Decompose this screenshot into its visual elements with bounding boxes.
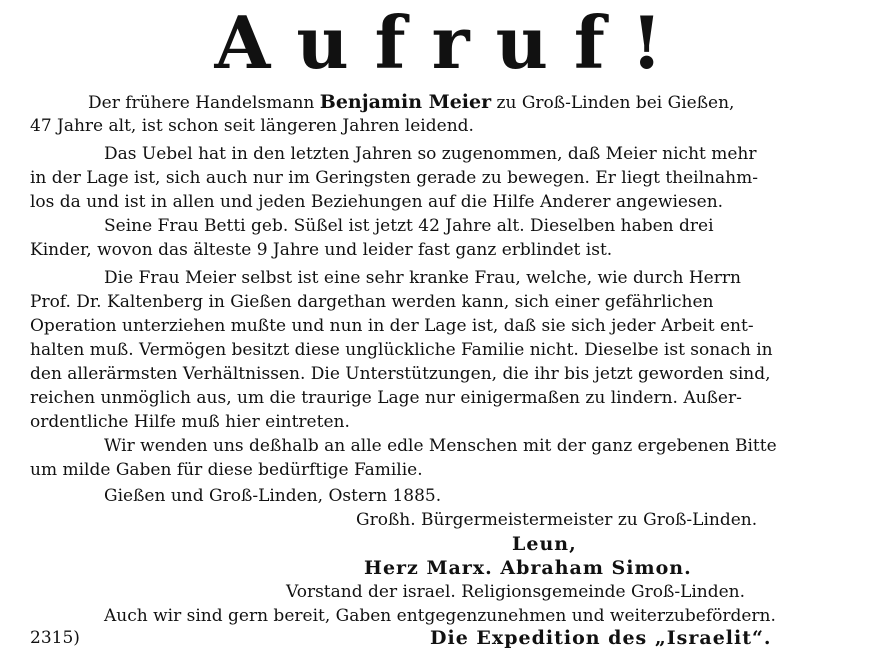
text-line: 47 Jahre alt, ist schon seit längeren Jahren leidend.: [30, 116, 474, 136]
person-name: Benjamin Meier: [319, 91, 492, 113]
text-line: halten muß. Vermögen besitzt diese unglückliche Familie nicht. Dieselbe ist sonach in: [30, 340, 773, 360]
text-segment: zu Groß-Linden bei Gießen,: [491, 93, 735, 113]
text-line: los da und ist in allen und jeden Beziehungen auf die Hilfe Anderer angewiesen.: [30, 192, 724, 212]
expedition-signature: Die Expedition des „Israelit“.: [430, 627, 772, 649]
community-board: Vorstand der israel. Religionsgemeinde Groß-Linden.: [286, 582, 746, 602]
notice-title: Aufruf!: [214, 0, 689, 85]
donation-note: Auch wir sind gern bereit, Gaben entgegenzunehmen und weiterzubefördern.: [104, 606, 776, 626]
reference-number: 2315): [30, 628, 80, 648]
signatory-names: Herz Marx. Abraham Simon.: [364, 557, 692, 579]
text-line: Das Uebel hat in den letzten Jahren so zugenommen, daß Meier nicht mehr: [104, 144, 757, 164]
text-line: Prof. Dr. Kaltenberg in Gießen dargethan werden kann, sich einer gefährlichen: [30, 292, 714, 312]
text-line: Wir wenden uns deßhalb an alle edle Menschen mit der ganz ergebenen Bitte: [104, 436, 777, 456]
text-line: ordentliche Hilfe muß hier eintreten.: [30, 412, 350, 432]
text-line: Kinder, wovon das älteste 9 Jahre und leider fast ganz erblindet ist.: [30, 240, 613, 260]
text-line: in der Lage ist, sich auch nur im Geringsten gerade zu bewegen. Er liegt theilnahm-: [30, 168, 758, 188]
text-line: [0, 90, 877, 114]
signatory-name: Leun,: [512, 533, 577, 555]
text-line: Operation unterziehen mußte und nun in der Lage ist, daß sie sich jeder Arbeit ent-: [30, 316, 754, 336]
text-line: reichen unmöglich aus, um die traurige Lage nur einigermaßen zu lindern. Außer-: [30, 388, 742, 408]
text-line: um milde Gaben für diese bedürftige Familie.: [30, 460, 423, 480]
text-line: den allerärmsten Verhältnissen. Die Unterstützungen, die ihr bis jetzt geworden sind,: [30, 364, 771, 384]
place-date: Gießen und Groß-Linden, Ostern 1885.: [104, 486, 442, 506]
text-line: Seine Frau Betti geb. Süßel ist jetzt 42 Jahre alt. Dieselben haben drei: [104, 216, 714, 236]
text-line: Die Frau Meier selbst ist eine sehr kranke Frau, welche, wie durch Herrn: [104, 268, 741, 288]
mayor-office: Großh. Bürgermeistermeister zu Groß-Linden.: [356, 510, 758, 530]
text-segment: Der frühere Handelsmann: [88, 93, 320, 113]
